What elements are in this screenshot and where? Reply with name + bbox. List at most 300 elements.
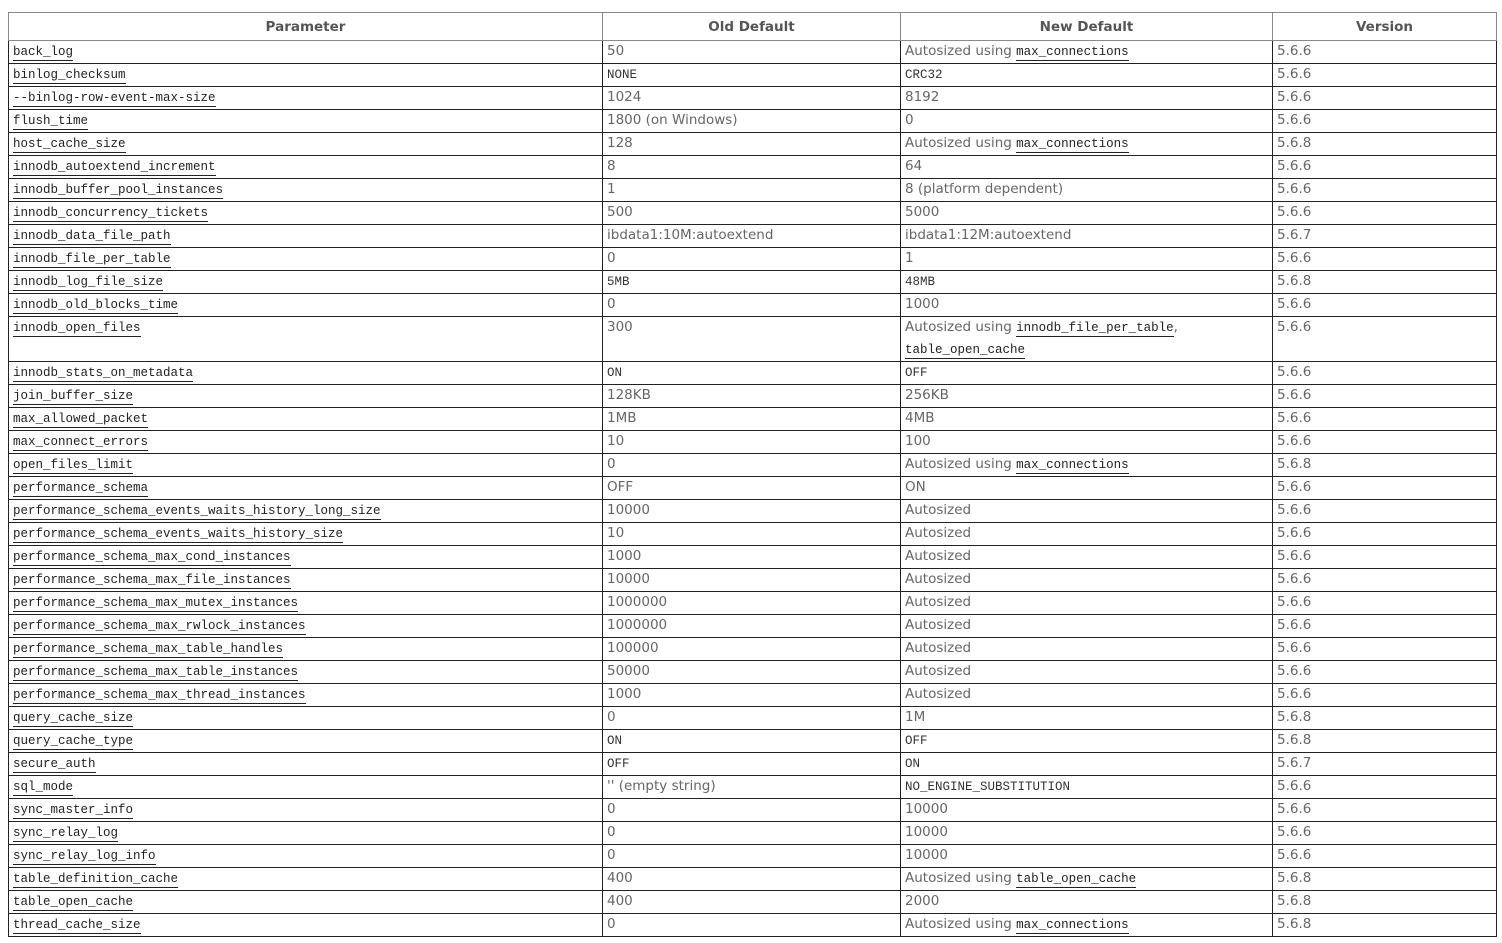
new-default-cell <box>901 684 1273 707</box>
parameter-cell <box>9 362 603 385</box>
new-default-value: ibdata1:12M:autoextend <box>905 227 1072 243</box>
variable-link[interactable]: innodb_file_per_table <box>1016 321 1174 335</box>
parameter-link[interactable]: query_cache_type <box>13 734 134 748</box>
parameter-link[interactable]: performance_schema_max_cond_instances <box>13 550 291 564</box>
version-cell <box>1273 454 1497 477</box>
version-value: 5.6.6 <box>1277 319 1312 335</box>
parameter-cell <box>9 845 603 868</box>
version-cell <box>1273 845 1497 868</box>
new-default-value: 10000 <box>905 824 948 840</box>
new-default-cell <box>901 179 1273 202</box>
old-default-value: '' (empty string) <box>607 778 716 794</box>
old-default-value: 0 <box>607 296 616 312</box>
parameter-link[interactable]: host_cache_size <box>13 137 126 151</box>
version-value: 5.6.6 <box>1277 158 1312 174</box>
table-row <box>9 776 1497 799</box>
version-value: 5.6.6 <box>1277 824 1312 840</box>
new-default-cell <box>901 202 1273 225</box>
parameter-link[interactable]: performance_schema_max_table_instances <box>13 665 299 679</box>
parameter-cell <box>9 638 603 661</box>
old-default-cell <box>603 523 901 546</box>
old-default-value: 5MB <box>607 275 630 289</box>
old-default-cell <box>603 891 901 914</box>
version-cell <box>1273 317 1497 362</box>
parameter-link[interactable]: innodb_log_file_size <box>13 275 164 289</box>
version-value: 5.6.6 <box>1277 686 1312 702</box>
version-cell <box>1273 477 1497 500</box>
new-default-cell <box>901 454 1273 477</box>
parameter-cell <box>9 661 603 684</box>
old-default-cell <box>603 638 901 661</box>
parameter-link[interactable]: performance_schema_events_waits_history_size <box>13 527 344 541</box>
parameter-cell <box>9 317 603 362</box>
table-row <box>9 110 1497 133</box>
table-row <box>9 454 1497 477</box>
version-cell <box>1273 362 1497 385</box>
old-default-value: ibdata1:10M:autoextend <box>607 227 774 243</box>
version-value: 5.6.6 <box>1277 364 1312 380</box>
parameter-link[interactable]: performance_schema_max_thread_instances <box>13 688 306 702</box>
old-default-cell <box>603 776 901 799</box>
version-cell <box>1273 615 1497 638</box>
old-default-cell <box>603 64 901 87</box>
new-default-value: 256KB <box>905 387 949 403</box>
parameter-link[interactable]: secure_auth <box>13 757 96 771</box>
header-new-default: New Default <box>901 13 1273 41</box>
old-default-value: 500 <box>607 204 633 220</box>
old-default-value: 1000 <box>607 686 642 702</box>
parameter-link[interactable]: thread_cache_size <box>13 918 141 932</box>
parameter-cell <box>9 385 603 408</box>
new-default-cell <box>901 592 1273 615</box>
version-value: 5.6.8 <box>1277 709 1312 725</box>
variable-link[interactable]: max_connections <box>1016 458 1129 472</box>
new-default-prefix: Autosized using <box>905 43 1017 59</box>
page-content <box>8 12 1496 937</box>
version-cell <box>1273 569 1497 592</box>
new-default-value: 1M <box>905 709 926 725</box>
version-cell <box>1273 64 1497 87</box>
version-value: 5.6.8 <box>1277 893 1312 909</box>
old-default-value: 0 <box>607 801 616 817</box>
version-value: 5.6.6 <box>1277 548 1312 564</box>
version-cell <box>1273 41 1497 64</box>
version-cell <box>1273 776 1497 799</box>
parameter-link[interactable]: innodb_stats_on_metadata <box>13 366 194 380</box>
old-default-value: 100000 <box>607 640 659 656</box>
new-default-cell <box>901 294 1273 317</box>
old-default-cell <box>603 294 901 317</box>
parameter-cell <box>9 64 603 87</box>
version-value: 5.6.6 <box>1277 112 1312 128</box>
old-default-value: 400 <box>607 870 633 886</box>
parameter-cell <box>9 248 603 271</box>
version-cell <box>1273 133 1497 156</box>
new-default-cell <box>901 271 1273 294</box>
table-row <box>9 592 1497 615</box>
old-default-cell <box>603 477 901 500</box>
version-cell <box>1273 500 1497 523</box>
version-cell <box>1273 408 1497 431</box>
version-value: 5.6.8 <box>1277 870 1312 886</box>
table-row <box>9 248 1497 271</box>
parameter-cell <box>9 133 603 156</box>
new-default-value: ON <box>905 757 921 771</box>
new-default-value: Autosized <box>905 548 972 564</box>
table-row <box>9 546 1497 569</box>
old-default-cell <box>603 914 901 937</box>
new-default-prefix: Autosized using <box>905 319 1017 335</box>
parameter-link[interactable]: innodb_data_file_path <box>13 229 171 243</box>
old-default-value: 128 <box>607 135 633 151</box>
old-default-value: 10000 <box>607 502 650 518</box>
new-default-cell <box>901 707 1273 730</box>
new-default-cell <box>901 638 1273 661</box>
new-default-value: OFF <box>905 366 928 380</box>
version-value: 5.6.8 <box>1277 273 1312 289</box>
old-default-cell <box>603 546 901 569</box>
version-value: 5.6.6 <box>1277 640 1312 656</box>
version-value: 5.6.6 <box>1277 250 1312 266</box>
parameter-link[interactable]: performance_schema_max_mutex_instances <box>13 596 299 610</box>
new-default-cell <box>901 225 1273 248</box>
new-default-cell <box>901 730 1273 753</box>
parameter-link[interactable]: query_cache_size <box>13 711 134 725</box>
header-old-default: Old Default <box>603 13 901 41</box>
new-default-value: Autosized <box>905 502 972 518</box>
version-value: 5.6.6 <box>1277 525 1312 541</box>
new-default-cell <box>901 661 1273 684</box>
new-default-prefix: Autosized using <box>905 456 1017 472</box>
table-row <box>9 294 1497 317</box>
old-default-cell <box>603 133 901 156</box>
parameter-cell <box>9 615 603 638</box>
version-cell <box>1273 179 1497 202</box>
table-row <box>9 569 1497 592</box>
version-value: 5.6.6 <box>1277 43 1312 59</box>
table-row <box>9 868 1497 891</box>
old-default-value: NONE <box>607 68 638 82</box>
parameter-cell <box>9 868 603 891</box>
version-cell <box>1273 225 1497 248</box>
version-cell <box>1273 271 1497 294</box>
old-default-value: 0 <box>607 456 616 472</box>
new-default-value: 1 <box>905 250 914 266</box>
new-default-cell <box>901 110 1273 133</box>
parameter-cell <box>9 707 603 730</box>
parameter-link[interactable]: table_open_cache <box>13 895 134 909</box>
old-default-value: 1MB <box>607 410 637 426</box>
version-value: 5.6.6 <box>1277 778 1312 794</box>
version-value: 5.6.6 <box>1277 204 1312 220</box>
new-default-value: Autosized <box>905 571 972 587</box>
version-value: 5.6.8 <box>1277 732 1312 748</box>
parameter-cell <box>9 546 603 569</box>
version-cell <box>1273 822 1497 845</box>
parameter-cell <box>9 730 603 753</box>
old-default-cell <box>603 110 901 133</box>
old-default-value: 128KB <box>607 387 651 403</box>
version-cell <box>1273 592 1497 615</box>
version-cell <box>1273 110 1497 133</box>
table-row <box>9 431 1497 454</box>
table-row <box>9 500 1497 523</box>
old-default-value: ON <box>607 366 623 380</box>
new-default-value: Autosized <box>905 663 972 679</box>
old-default-value: 1024 <box>607 89 642 105</box>
old-default-value: 10000 <box>607 571 650 587</box>
parameter-link[interactable]: binlog_checksum <box>13 68 126 82</box>
version-value: 5.6.6 <box>1277 387 1312 403</box>
parameter-link[interactable]: performance_schema_max_rwlock_instances <box>13 619 306 633</box>
variable-link[interactable]: max_connections <box>1016 45 1129 59</box>
version-value: 5.6.8 <box>1277 135 1312 151</box>
version-cell <box>1273 523 1497 546</box>
old-default-cell <box>603 569 901 592</box>
old-default-value: 0 <box>607 250 616 266</box>
version-value: 5.6.6 <box>1277 433 1312 449</box>
parameter-link[interactable]: flush_time <box>13 114 89 128</box>
old-default-value: ON <box>607 734 623 748</box>
new-default-value: 8 (platform dependent) <box>905 181 1064 197</box>
parameter-link[interactable]: table_definition_cache <box>13 872 179 886</box>
version-value: 5.6.6 <box>1277 571 1312 587</box>
parameter-cell <box>9 477 603 500</box>
old-default-cell <box>603 87 901 110</box>
parameter-link[interactable]: back_log <box>13 45 74 59</box>
parameter-link[interactable]: performance_schema_max_file_instances <box>13 573 291 587</box>
new-default-value: 10000 <box>905 801 948 817</box>
old-default-cell <box>603 592 901 615</box>
parameter-cell <box>9 110 603 133</box>
new-default-cell <box>901 500 1273 523</box>
table-row <box>9 730 1497 753</box>
old-default-value: 8 <box>607 158 616 174</box>
old-default-cell <box>603 271 901 294</box>
version-cell <box>1273 546 1497 569</box>
table-row <box>9 64 1497 87</box>
new-default-value: 100 <box>905 433 931 449</box>
table-row <box>9 523 1497 546</box>
variable-link[interactable]: max_connections <box>1016 137 1129 151</box>
old-default-value: 0 <box>607 847 616 863</box>
table-row <box>9 914 1497 937</box>
new-default-cell <box>901 317 1273 362</box>
old-default-value: 1800 (on Windows) <box>607 112 738 128</box>
new-default-cell <box>901 41 1273 64</box>
new-default-cell <box>901 431 1273 454</box>
table-row <box>9 477 1497 500</box>
old-default-cell <box>603 362 901 385</box>
old-default-cell <box>603 845 901 868</box>
new-default-cell <box>901 845 1273 868</box>
parameter-cell <box>9 294 603 317</box>
old-default-cell <box>603 41 901 64</box>
new-default-cell <box>901 523 1273 546</box>
old-default-cell <box>603 799 901 822</box>
new-default-cell <box>901 133 1273 156</box>
old-default-value: 1000000 <box>607 617 668 633</box>
new-default-prefix: Autosized using <box>905 916 1017 932</box>
new-default-value: Autosized <box>905 525 972 541</box>
parameter-cell <box>9 454 603 477</box>
new-default-value: 10000 <box>905 847 948 863</box>
version-cell <box>1273 753 1497 776</box>
old-default-cell <box>603 707 901 730</box>
version-value: 5.6.6 <box>1277 847 1312 863</box>
old-default-cell <box>603 500 901 523</box>
parameter-cell <box>9 87 603 110</box>
parameter-cell <box>9 891 603 914</box>
old-default-cell <box>603 385 901 408</box>
new-default-cell <box>901 891 1273 914</box>
table-row <box>9 156 1497 179</box>
version-value: 5.6.6 <box>1277 502 1312 518</box>
old-default-cell <box>603 317 901 362</box>
version-cell <box>1273 87 1497 110</box>
table-row <box>9 707 1497 730</box>
parameter-cell <box>9 156 603 179</box>
variable-link[interactable]: max_connections <box>1016 918 1129 932</box>
parameter-link[interactable]: innodb_buffer_pool_instances <box>13 183 224 197</box>
version-value: 5.6.6 <box>1277 663 1312 679</box>
version-value: 5.6.6 <box>1277 66 1312 82</box>
version-value: 5.6.6 <box>1277 89 1312 105</box>
new-default-value: NO_ENGINE_SUBSTITUTION <box>905 780 1071 794</box>
version-cell <box>1273 914 1497 937</box>
table-row <box>9 845 1497 868</box>
version-value: 5.6.6 <box>1277 410 1312 426</box>
parameter-link[interactable]: innodb_concurrency_tickets <box>13 206 209 220</box>
parameter-link[interactable]: sync_master_info <box>13 803 134 817</box>
new-default-cell <box>901 477 1273 500</box>
table-row <box>9 41 1497 64</box>
version-cell <box>1273 156 1497 179</box>
new-default-cell <box>901 753 1273 776</box>
parameter-link[interactable]: sql_mode <box>13 780 74 794</box>
parameter-link[interactable]: join_buffer_size <box>13 389 134 403</box>
table-body <box>9 41 1497 937</box>
new-default-cell <box>901 615 1273 638</box>
table-row <box>9 271 1497 294</box>
old-default-cell <box>603 225 901 248</box>
new-default-cell <box>901 569 1273 592</box>
table-row <box>9 615 1497 638</box>
version-cell <box>1273 707 1497 730</box>
new-default-cell <box>901 799 1273 822</box>
old-default-value: 50000 <box>607 663 650 679</box>
variable-link[interactable]: table_open_cache <box>1016 872 1137 886</box>
table-row <box>9 684 1497 707</box>
version-value: 5.6.6 <box>1277 296 1312 312</box>
version-value: 5.6.8 <box>1277 456 1312 472</box>
version-value: 5.6.6 <box>1277 181 1312 197</box>
table-row <box>9 133 1497 156</box>
parameter-link[interactable]: performance_schema <box>13 481 149 495</box>
new-default-value: 4MB <box>905 410 935 426</box>
version-cell <box>1273 248 1497 271</box>
new-default-value: CRC32 <box>905 68 943 82</box>
old-default-value: 50 <box>607 43 625 59</box>
parameter-cell <box>9 569 603 592</box>
parameter-cell <box>9 271 603 294</box>
old-default-cell <box>603 431 901 454</box>
table-row <box>9 202 1497 225</box>
old-default-value: 1000 <box>607 548 642 564</box>
parameter-cell <box>9 753 603 776</box>
parameter-cell <box>9 523 603 546</box>
parameter-link[interactable]: sync_relay_log_info <box>13 849 156 863</box>
table-row <box>9 179 1497 202</box>
table-row <box>9 638 1497 661</box>
version-cell <box>1273 684 1497 707</box>
parameter-link[interactable]: innodb_autoextend_increment <box>13 160 216 174</box>
old-default-value: OFF <box>607 479 634 495</box>
version-cell <box>1273 799 1497 822</box>
version-value: 5.6.8 <box>1277 916 1312 932</box>
parameter-cell <box>9 799 603 822</box>
new-default-value: 2000 <box>905 893 940 909</box>
old-default-cell <box>603 868 901 891</box>
new-default-cell <box>901 385 1273 408</box>
version-cell <box>1273 385 1497 408</box>
new-default-value: Autosized <box>905 617 972 633</box>
table-header <box>9 13 1497 41</box>
new-default-prefix: Autosized using <box>905 135 1017 151</box>
old-default-cell <box>603 822 901 845</box>
new-default-value: 64 <box>905 158 923 174</box>
parameter-link[interactable]: --binlog-row-event-max-size <box>13 91 216 105</box>
table-row <box>9 408 1497 431</box>
variable-link[interactable]: table_open_cache <box>905 343 1026 357</box>
table-row <box>9 799 1497 822</box>
parameter-link[interactable]: open_files_limit <box>13 458 134 472</box>
parameter-link[interactable]: performance_schema_max_table_handles <box>13 642 284 656</box>
old-default-value: 0 <box>607 709 616 725</box>
table-row <box>9 225 1497 248</box>
old-default-cell <box>603 684 901 707</box>
header-parameter: Parameter <box>9 13 603 41</box>
parameter-link[interactable]: innodb_file_per_table <box>13 252 171 266</box>
header-row <box>9 13 1497 41</box>
parameter-link[interactable]: innodb_old_blocks_time <box>13 298 179 312</box>
new-default-cell <box>901 248 1273 271</box>
parameter-cell <box>9 225 603 248</box>
new-default-cell <box>901 362 1273 385</box>
version-cell <box>1273 891 1497 914</box>
new-default-value: 5000 <box>905 204 940 220</box>
new-default-value: Autosized <box>905 640 972 656</box>
version-value: 5.6.6 <box>1277 617 1312 633</box>
parameter-link[interactable]: innodb_open_files <box>13 321 141 335</box>
parameter-link[interactable]: max_allowed_packet <box>13 412 149 426</box>
version-cell <box>1273 868 1497 891</box>
old-default-cell <box>603 454 901 477</box>
parameter-link[interactable]: performance_schema_events_waits_history_long_size <box>13 504 381 518</box>
old-default-value: 0 <box>607 916 616 932</box>
parameter-link[interactable]: max_connect_errors <box>13 435 149 449</box>
parameter-cell <box>9 41 603 64</box>
parameter-link[interactable]: sync_relay_log <box>13 826 119 840</box>
parameter-cell <box>9 500 603 523</box>
new-default-cell <box>901 914 1273 937</box>
table-row <box>9 317 1497 362</box>
default-changes-table <box>8 12 1497 937</box>
separator: , <box>1173 319 1178 335</box>
old-default-cell <box>603 156 901 179</box>
old-default-cell <box>603 730 901 753</box>
new-default-cell <box>901 868 1273 891</box>
